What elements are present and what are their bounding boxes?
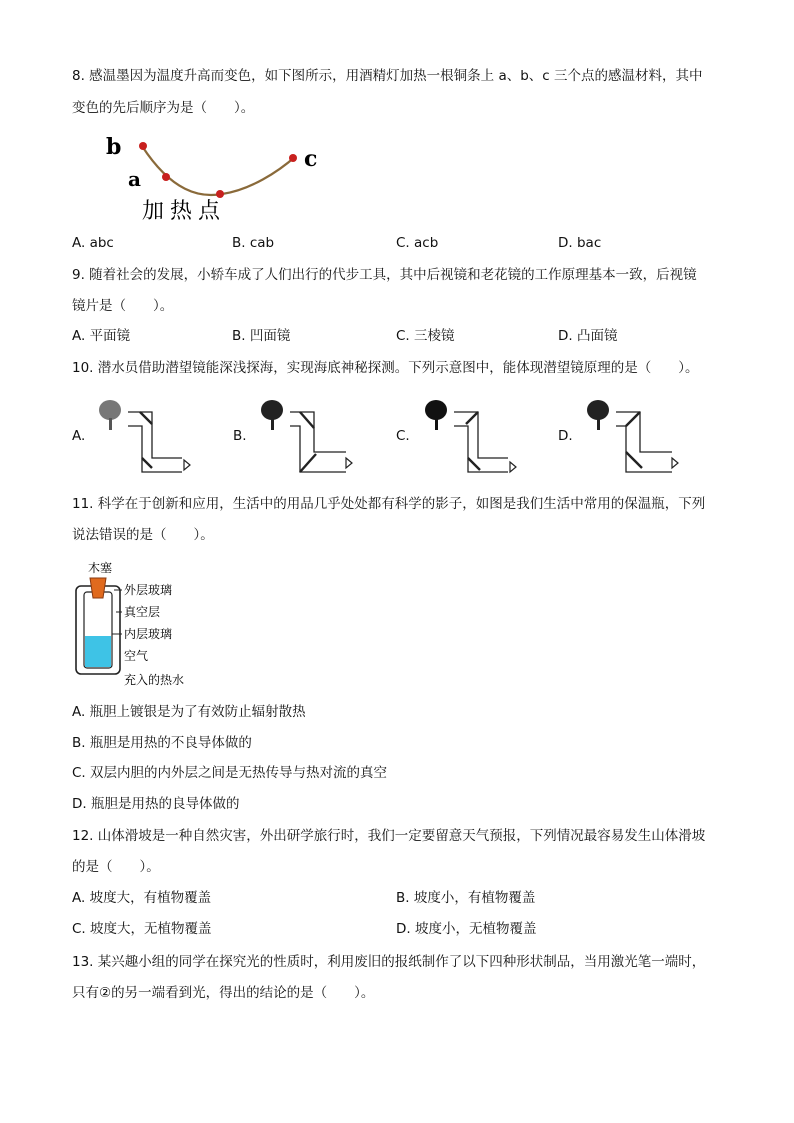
q10-option-c-label[interactable]: C. [396,428,410,444]
tree-icon [99,400,121,420]
q10-option-b-periscope[interactable] [256,396,356,476]
label-a: a [128,167,141,191]
tree-icon [425,400,447,420]
outer-glass-label: 外层玻璃 [124,583,173,597]
periscope-tube [454,412,508,472]
q11-option-d[interactable]: D. 瓶胆是用热的良导体做的 [72,796,240,812]
bottom-mirror [626,452,642,468]
q10-option-c-periscope[interactable] [420,396,520,476]
point-b-dot [139,142,147,150]
point-a-dot [162,173,170,181]
q12-stem-line2: 的是（ ）。 [72,859,160,875]
q10-option-d-label[interactable]: D. [558,428,573,444]
q10-option-a-label[interactable]: A. [72,428,86,444]
q8-stem-line1: 8. 感温墨因为温度升高而变色，如下图所示，用酒精灯加热一根铜条上 a、b、c 三个点的感温材料，其中 [72,68,703,84]
q8-copper-strip-figure [100,132,340,224]
periscope-tube [290,412,346,472]
periscope-tube [128,412,182,472]
q8-option-d[interactable]: D. bac [558,235,602,251]
periscope-tube [616,412,672,472]
q12-option-d[interactable]: D. 坡度小，无植物覆盖 [396,921,537,937]
q9-stem-line1: 9. 随着社会的发展，小轿车成了人们出行的代步工具，其中后视镜和老花镜的工作原理基本一致，后视镜 [72,267,697,283]
copper-strip [142,146,296,195]
q8-option-a[interactable]: A. abc [72,235,114,251]
q11-option-c[interactable]: C. 双层内胆的内外层之间是无热传导与热对流的真空 [72,765,388,781]
q10-option-d-periscope[interactable] [582,396,682,476]
vacuum-label: 真空层 [124,605,161,619]
label-b: b [106,134,122,160]
top-mirror [626,412,640,426]
top-mirror [466,412,478,424]
q11-option-b[interactable]: B. 瓶胆是用热的不良导体做的 [72,735,252,751]
heat-point-label: 加热点 [142,199,227,224]
tree-trunk [271,418,274,430]
q9-option-b[interactable]: B. 凹面镜 [232,328,291,344]
top-mirror [300,412,314,428]
air-label: 空气 [124,649,149,663]
q8-option-c[interactable]: C. acb [396,235,439,251]
inner-glass-label: 内层玻璃 [124,627,173,641]
bottom-mirror [300,454,316,472]
q9-option-a[interactable]: A. 平面镜 [72,328,131,344]
q8-option-b[interactable]: B. cab [232,235,275,251]
bottom-mirror [142,458,152,468]
tree-trunk [435,418,438,430]
hot-water-label: 充入的热水 [124,673,185,687]
q9-option-c[interactable]: C. 三棱镜 [396,328,455,344]
q8-stem-line2: 变色的先后顺序为是（ ）。 [72,100,255,116]
label-c: c [304,146,318,172]
heat-point-dot [216,190,224,198]
top-mirror [140,412,152,424]
q13-stem-line2: 只有②的另一端看到光，得出的结论的是（ ）。 [72,985,375,1001]
q10-option-a-periscope[interactable] [94,396,194,476]
q9-stem-line2: 镜片是（ ）。 [72,298,174,314]
tree-icon [587,400,609,420]
tree-icon [261,400,283,420]
eye-icon [184,460,190,470]
q11-option-a[interactable]: A. 瓶胆上镀银是为了有效防止辐射散热 [72,704,306,720]
q13-stem-line1: 13. 某兴趣小组的同学在探究光的性质时，利用废旧的报纸制作了以下四种形状制品，当用激光笔一端时， [72,954,706,970]
q12-option-b[interactable]: B. 坡度小，有植物覆盖 [396,890,536,906]
q12-option-a[interactable]: A. 坡度大，有植物覆盖 [72,890,212,906]
eye-icon [672,458,678,468]
q12-stem-line1: 12. 山体滑坡是一种自然灾害，外出研学旅行时，我们一定要留意天气预报，下列情况最容易发生山体滑坡 [72,828,706,844]
q10-stem-line1: 10. 潜水员借助潜望镜能深浅探海，实现海底神秘探测。下列示意图中，能体现潜望镜原理的是（ ）。 [72,360,699,376]
cork [90,578,106,598]
q11-stem-line2: 说法错误的是（ ）。 [72,527,214,543]
eye-icon [346,458,352,468]
bottom-mirror [468,458,480,470]
hot-water [85,636,111,667]
q9-option-d[interactable]: D. 凸面镜 [558,328,618,344]
q11-thermos-figure [70,560,210,690]
q11-stem-line1: 11. 科学在于创新和应用，生活中的用品几乎处处都有科学的影子，如图是我们生活中常用的保温瓶，下列 [72,496,706,512]
tree-trunk [597,418,600,430]
q10-option-b-label[interactable]: B. [233,428,247,444]
cork-label: 木塞 [88,561,113,575]
tree-trunk [109,418,112,430]
q12-option-c[interactable]: C. 坡度大，无植物覆盖 [72,921,212,937]
eye-icon [510,462,516,472]
point-c-dot [289,154,297,162]
